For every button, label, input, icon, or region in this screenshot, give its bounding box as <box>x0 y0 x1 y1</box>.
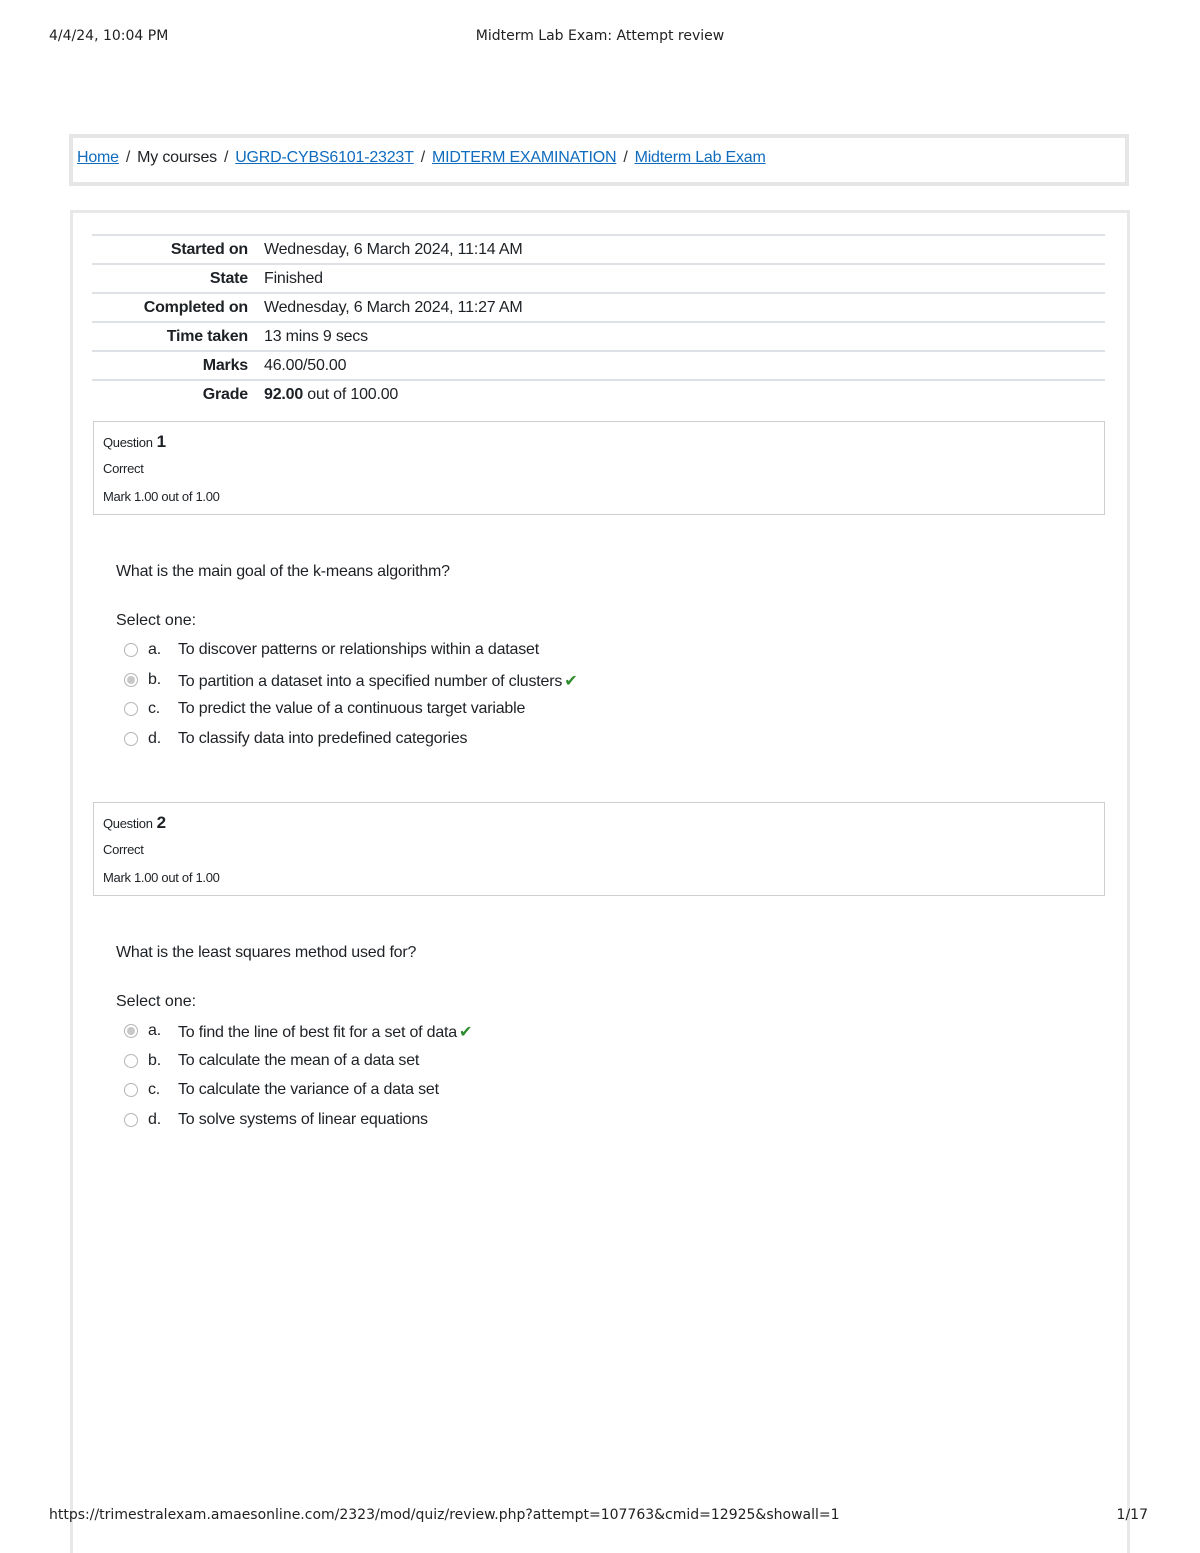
summary-label: State <box>209 270 248 287</box>
answer-letter: b. <box>148 670 161 688</box>
radio-button[interactable] <box>124 1054 138 1068</box>
question-number <box>103 432 166 452</box>
answer-letter: d. <box>148 729 161 747</box>
question-text-1: What is the main goal of the k-means algorithm? <box>116 563 450 580</box>
print-url: https://trimestralexam.amaesonline.com/2323/mod/quiz/review.php?attempt=107763&cmid=12925&showall=1 <box>49 1507 840 1523</box>
question-mark: Mark 1.00 out of 1.00 <box>103 870 220 885</box>
answer-letter: b. <box>148 1051 161 1069</box>
summary-row-state <box>92 264 1105 293</box>
answer-text: To find the line of best fit for a set of data <box>178 1024 457 1041</box>
question-text-2: What is the least squares method used for? <box>116 944 417 961</box>
question-number <box>103 813 166 833</box>
question-number-value: 2 <box>156 813 166 832</box>
summary-label: Completed on <box>143 299 248 316</box>
radio-button-selected[interactable] <box>124 1024 138 1038</box>
breadcrumb-home-link[interactable]: Home <box>77 149 119 166</box>
breadcrumb-container <box>69 134 1129 186</box>
breadcrumb-separator: / <box>125 149 131 166</box>
answer-text: To predict the value of a continuous target variable <box>178 700 526 717</box>
summary-label: Grade <box>202 386 248 403</box>
question-state: Correct <box>103 461 144 476</box>
attempt-summary-table <box>92 234 1105 408</box>
breadcrumb-quiz-link[interactable]: Midterm Lab Exam <box>634 149 766 166</box>
summary-row-completed <box>92 293 1105 322</box>
summary-value: Wednesday, 6 March 2024, 11:27 AM <box>264 299 523 316</box>
grade-value: 92.00 <box>264 386 304 403</box>
breadcrumb-separator: / <box>420 149 425 166</box>
summary-row-started <box>92 235 1105 264</box>
radio-button[interactable] <box>124 643 138 657</box>
print-title: Midterm Lab Exam: Attempt review <box>475 28 725 44</box>
answer-letter: c. <box>148 700 161 717</box>
question-info-2 <box>93 802 1105 896</box>
radio-button[interactable] <box>124 1113 138 1127</box>
radio-button[interactable] <box>124 732 138 746</box>
question-mark: Mark 1.00 out of 1.00 <box>103 489 220 504</box>
summary-label: Marks <box>202 357 248 374</box>
summary-label: Started on <box>170 241 248 258</box>
question-label: Question <box>103 816 153 831</box>
answer-letter: a. <box>148 641 161 658</box>
answer-text: To discover patterns or relationships within a dataset <box>178 641 539 658</box>
summary-row-marks <box>92 351 1105 380</box>
answer-text: To solve systems of linear equations <box>178 1110 428 1128</box>
breadcrumb-separator: / <box>223 149 229 166</box>
answer-text: To calculate the variance of a data set <box>178 1081 439 1098</box>
print-page-number: 1/17 <box>1116 1507 1148 1523</box>
radio-button-selected[interactable] <box>124 673 138 687</box>
breadcrumb-course-link[interactable]: UGRD-CYBS6101-2323T <box>235 149 414 166</box>
breadcrumb-separator: / <box>623 149 628 166</box>
answer-text: To classify data into predefined categories <box>178 729 468 747</box>
checkmark-icon: ✔ <box>564 672 578 690</box>
summary-value: Finished <box>264 270 323 287</box>
radio-button[interactable] <box>124 1083 138 1097</box>
question-label: Question <box>103 435 153 450</box>
summary-value: 46.00/50.00 <box>264 357 347 374</box>
grade-suffix: out of 100.00 <box>307 386 399 403</box>
print-datetime: 4/4/24, 10:04 PM <box>49 28 169 44</box>
answer-letter: d. <box>148 1110 161 1128</box>
radio-button[interactable] <box>124 702 138 716</box>
answer-letter: a. <box>148 1022 161 1039</box>
checkmark-icon: ✔ <box>458 1024 473 1041</box>
summary-value <box>256 380 1105 408</box>
answer-text: To partition a dataset into a specified number of clusters <box>178 672 563 690</box>
question-state: Correct <box>103 842 144 857</box>
breadcrumb-my-courses: My courses <box>137 149 217 166</box>
summary-row-time-taken <box>92 322 1105 351</box>
summary-label: Time taken <box>166 328 248 345</box>
question-info-1 <box>93 421 1105 515</box>
select-one-prompt: Select one: <box>116 612 197 629</box>
breadcrumb <box>77 149 766 167</box>
question-number-value: 1 <box>156 432 166 451</box>
select-one-prompt: Select one: <box>116 993 197 1010</box>
summary-row-grade <box>92 380 1105 408</box>
answer-text: To calculate the mean of a data set <box>178 1051 420 1069</box>
answer-letter: c. <box>148 1081 161 1098</box>
summary-value: 13 mins 9 secs <box>264 328 368 345</box>
summary-value: Wednesday, 6 March 2024, 11:14 AM <box>264 241 523 258</box>
breadcrumb-section-link[interactable]: MIDTERM EXAMINATION <box>431 149 617 166</box>
answer-text-wrap <box>178 1022 472 1042</box>
answer-text-wrap <box>178 671 577 691</box>
